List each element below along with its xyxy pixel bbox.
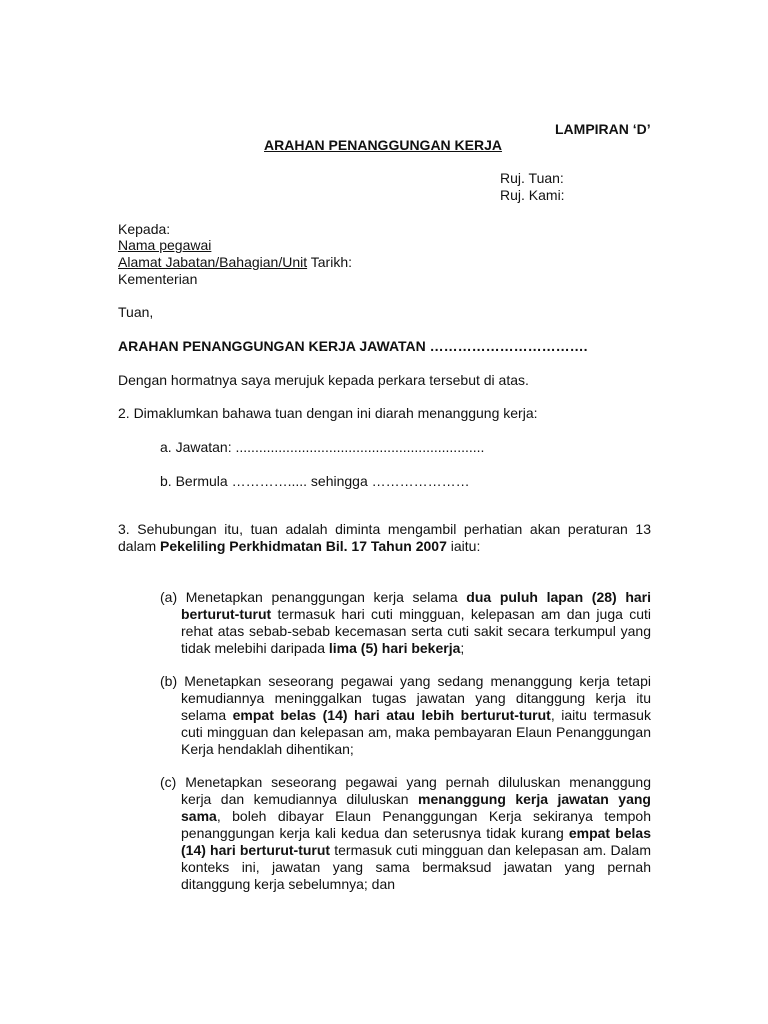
field-jawatan: a. Jawatan: ................................................................	[160, 439, 485, 455]
rule-c-text-2: kerja dan kemudiannya diluluskan	[181, 791, 419, 807]
rule-a-text-1: (a) Menetapkan penanggungan kerja selama	[160, 589, 467, 605]
rule-b-rest	[160, 690, 651, 758]
rule-item-c	[160, 774, 651, 893]
ref-ours: Ruj. Kami:	[500, 187, 565, 203]
recipient-ministry: Kementerian	[118, 271, 198, 287]
paragraph-3-line-1: 3. Sehubungan itu, tuan adalah diminta mengambil perhatian akan peraturan 13	[118, 521, 651, 537]
circular-reference: Pekeliling Perkhidmatan Bil. 17 Tahun 2007	[160, 538, 447, 554]
rule-a-text-2: termasuk hari cuti mingguan, kelepasan am dan juga cuti rehat atas sebab-sebab kecemasan serta cuti sakit secara terkumpul yang tidak melebihi daripada	[181, 606, 651, 656]
rule-b-bold-1: empat belas (14) hari atau lebih berturut-turut	[232, 707, 551, 723]
recipient-address-line	[118, 254, 352, 271]
recipient-name: Nama pegawai	[118, 237, 212, 253]
p3-pre: dalam	[118, 538, 161, 554]
paragraph-2: 2. Dimaklumkan bahawa tuan dengan ini diarah menanggung kerja:	[118, 405, 538, 421]
rule-c-text-3: , boleh dibayar Elaun Penanggungan Kerja sekiranya tempoh penanggungan kerja kali kedua dan seterusnya tidak kurang	[181, 808, 651, 841]
rule-c-bold-2: empat belas (14) hari berturut-turut	[181, 825, 651, 858]
rule-c-bold-1: menanggung kerja jawatan yang sama	[181, 791, 651, 824]
rule-a-text-3: ;	[460, 640, 465, 656]
subject-heading: ARAHAN PENANGGUNGAN KERJA JAWATAN …………………………….	[118, 338, 588, 354]
rule-item-b	[160, 673, 651, 758]
rule-item-a	[160, 589, 651, 657]
salutation: Tuan,	[118, 304, 154, 320]
rule-a-line-1	[160, 589, 651, 606]
appendix-label: LAMPIRAN ‘D’	[555, 121, 651, 137]
ref-yours: Ruj. Tuan:	[500, 170, 564, 186]
document-title: ARAHAN PENANGGUNGAN KERJA	[264, 137, 503, 153]
paragraph-1: Dengan hormatnya saya merujuk kepada perkara tersebut di atas.	[118, 372, 529, 388]
date-label: Tarikh:	[307, 254, 352, 270]
rule-a-bold-1: dua puluh lapan (28) hari	[466, 589, 651, 605]
rule-a-bold-2: berturut-turut	[181, 606, 272, 622]
rule-b-line-1: (b) Menetapkan seseorang pegawai yang sedang menanggung kerja tetapi	[160, 673, 651, 689]
rule-a-bold-3: lima (5) hari bekerja	[328, 640, 461, 656]
recipient-label: Kepada:	[118, 221, 171, 237]
rule-c-text-4: termasuk cuti mingguan dan kelepasan am. Dalam konteks ini, jawatan yang sama bermaksud jawatan yang pernah ditanggung kerja sebelumnya; dan	[181, 842, 651, 892]
rule-b-text-2: kemudiannya meninggalkan tugas jawatan yang ditanggung kerja itu selama	[181, 690, 651, 723]
rule-c-line-1: (c) Menetapkan seseorang pegawai yang pernah diluluskan menanggung	[160, 774, 651, 790]
p3-post: iaitu:	[446, 538, 481, 554]
paragraph-3-line-2	[118, 538, 480, 555]
recipient-address: Alamat Jabatan/Bahagian/Unit	[118, 254, 308, 270]
rule-c-rest	[160, 791, 651, 893]
rule-b-text-3: , iaitu termasuk cuti mingguan dan kelepasan am, maka pembayaran Elaun Penanggungan Kerja hendaklah dihentikan;	[181, 707, 651, 757]
field-bermula: b. Bermula …………..... sehingga …………………	[160, 473, 470, 489]
rule-a-rest	[160, 606, 651, 657]
